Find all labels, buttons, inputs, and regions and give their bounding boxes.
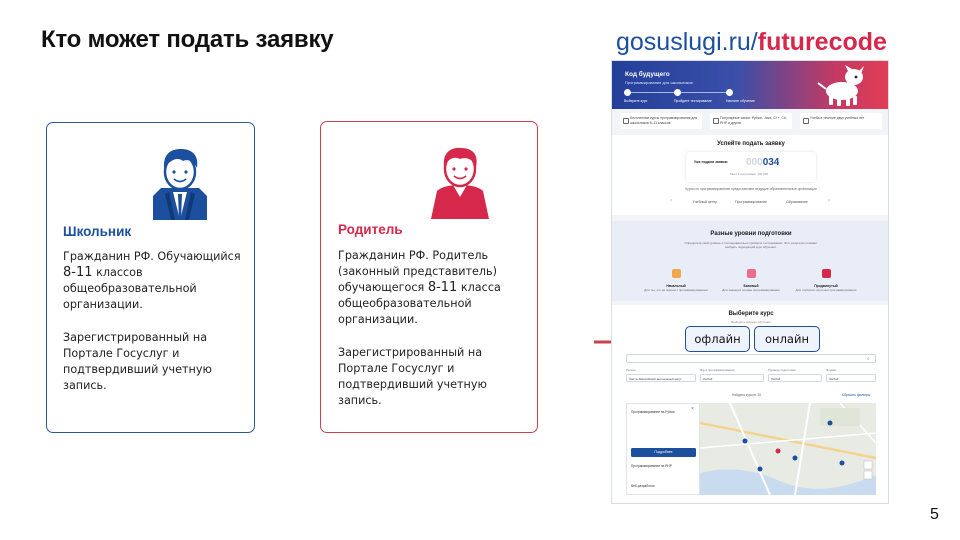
format-select[interactable]: Любой	[826, 374, 876, 382]
hero-banner	[612, 61, 889, 109]
level-name: Базовый	[743, 284, 759, 288]
level-basic-icon	[747, 269, 756, 278]
step-dot	[674, 89, 681, 96]
student-grades: 8-11	[63, 265, 93, 280]
hero-subtitle: Программирование для школьников	[625, 80, 693, 85]
student-title: Школьник	[63, 224, 132, 239]
list-item[interactable]: Программирование на Python	[631, 410, 676, 414]
filter-label: Регион	[626, 368, 636, 372]
counter-label: Уже подали заявки:	[694, 160, 729, 164]
counter-number: 034	[762, 157, 780, 168]
site-url[interactable]	[616, 28, 887, 57]
step-label: Начните обучение	[726, 99, 755, 103]
student-desc-text: Гражданин РФ. Обучающийся	[63, 250, 241, 263]
robot-dog-icon	[812, 65, 870, 107]
level-advanced-icon	[822, 269, 831, 278]
student-desc-text-2: классов общеобразовательной организации.	[63, 266, 197, 311]
url-path: futurecode	[757, 28, 887, 56]
parent-grades: 8-11	[427, 280, 458, 295]
apply-section	[612, 135, 889, 215]
feature-item: Учеба в течение двух учебных лет	[800, 113, 882, 129]
step-dot	[624, 89, 631, 96]
parent-card	[320, 121, 538, 433]
page-number: 5	[930, 506, 939, 523]
feature-row	[620, 113, 882, 129]
chevron-left-icon[interactable]: ‹	[670, 198, 672, 204]
level-item	[786, 265, 866, 292]
level-beginner-icon	[672, 269, 681, 278]
website-screenshot	[611, 60, 889, 504]
step-label: Пройдите тестирование	[674, 99, 712, 103]
parent-description	[338, 248, 533, 328]
step-dot	[726, 89, 733, 96]
student-registration: Зарегистрированный на Портале Госуслуг и подтвердивший учетную запись.	[63, 331, 212, 392]
details-button[interactable]: Подробнее	[631, 448, 696, 457]
choose-subtitle: Выберите формат обучения	[731, 320, 771, 324]
levels-description: Определите свой уровень и последовательно пройдите тестирование. Этот результат поможет выбрать подходящий курс обучения.	[684, 241, 818, 249]
list-item[interactable]: Программирование на PHP	[631, 464, 672, 468]
levels-title: Разные уровни подготовки	[710, 231, 792, 237]
parent-desc-text-2: класса общеобразовательной организации.	[338, 281, 501, 326]
parent-desc-text: Гражданин РФ. Родитель (законный представитель) обучающегося	[338, 249, 497, 294]
student-card	[46, 122, 255, 433]
hero-title: Код будущего	[625, 71, 670, 78]
level-text: Для глубокого изучения программирования	[795, 288, 857, 292]
level-item	[711, 265, 791, 292]
reset-filters-link[interactable]: Сбросить фильтры	[842, 393, 871, 397]
language-select[interactable]: Любой	[700, 374, 764, 382]
list-item[interactable]: Веб-разработка	[631, 484, 655, 488]
partners-text: Курсы по программированию предоставляют ведущие образовательные организации	[685, 187, 817, 191]
course-list	[626, 403, 700, 495]
parent-title: Родитель	[338, 222, 403, 237]
choose-course-section	[612, 305, 889, 504]
format-online-button[interactable]: онлайн	[754, 326, 820, 352]
student-description	[63, 249, 249, 313]
apply-title: Успейте подать заявку	[717, 141, 785, 147]
filter-label: Язык программирования	[700, 368, 735, 372]
counter-zeros: 000	[746, 157, 763, 168]
feature-item: Бесплатные курсы программирования для школьников 8–11 классов	[620, 113, 702, 129]
region-select[interactable]: Ханты-Мансийский автономный округ	[626, 374, 696, 382]
course-map[interactable]	[700, 403, 876, 495]
partner-logo: Образование	[786, 200, 808, 204]
level-name: Начальный	[666, 284, 686, 288]
feature-item: Популярные языки: Python, Java, C++, C#, PHP и другие	[710, 113, 792, 129]
search-icon[interactable]: ⌕	[867, 356, 870, 362]
applications-counter	[686, 152, 816, 182]
levels-section	[612, 221, 889, 301]
level-text: Для тех, кто не знаком с программированием	[644, 288, 708, 292]
counter-value	[746, 157, 779, 168]
filter-label: Формат	[826, 368, 837, 372]
format-offline-button[interactable]: офлайн	[685, 326, 750, 352]
choose-title: Выберите курс	[728, 311, 774, 317]
partner-logo: Программирование	[735, 200, 767, 204]
filter-label: Уровень подготовки	[768, 368, 796, 372]
parent-registration: Зарегистрированный на Портале Госуслуг и подтвердивший учетную запись.	[338, 346, 487, 407]
counter-sub: Мест в программе: 100 000	[730, 172, 769, 176]
slide-title: Кто может подать заявку	[41, 26, 334, 53]
chevron-right-icon[interactable]: ›	[828, 198, 830, 204]
level-select[interactable]: Любой	[768, 374, 822, 382]
step-label: Выберите курс	[624, 99, 648, 103]
level-item	[636, 265, 716, 292]
level-text: Для знающих основы программирования	[722, 288, 780, 292]
student-avatar-icon	[147, 146, 213, 220]
parent-avatar-icon	[427, 145, 493, 219]
search-input[interactable]	[626, 354, 876, 363]
close-icon[interactable]: ×	[691, 406, 694, 412]
found-count: Найдено курсов: 25	[732, 393, 762, 397]
level-name: Продвинутый	[814, 284, 838, 288]
url-domain: gosuslugi.ru/	[616, 28, 758, 56]
partner-logo: Учебный центр	[692, 200, 718, 204]
